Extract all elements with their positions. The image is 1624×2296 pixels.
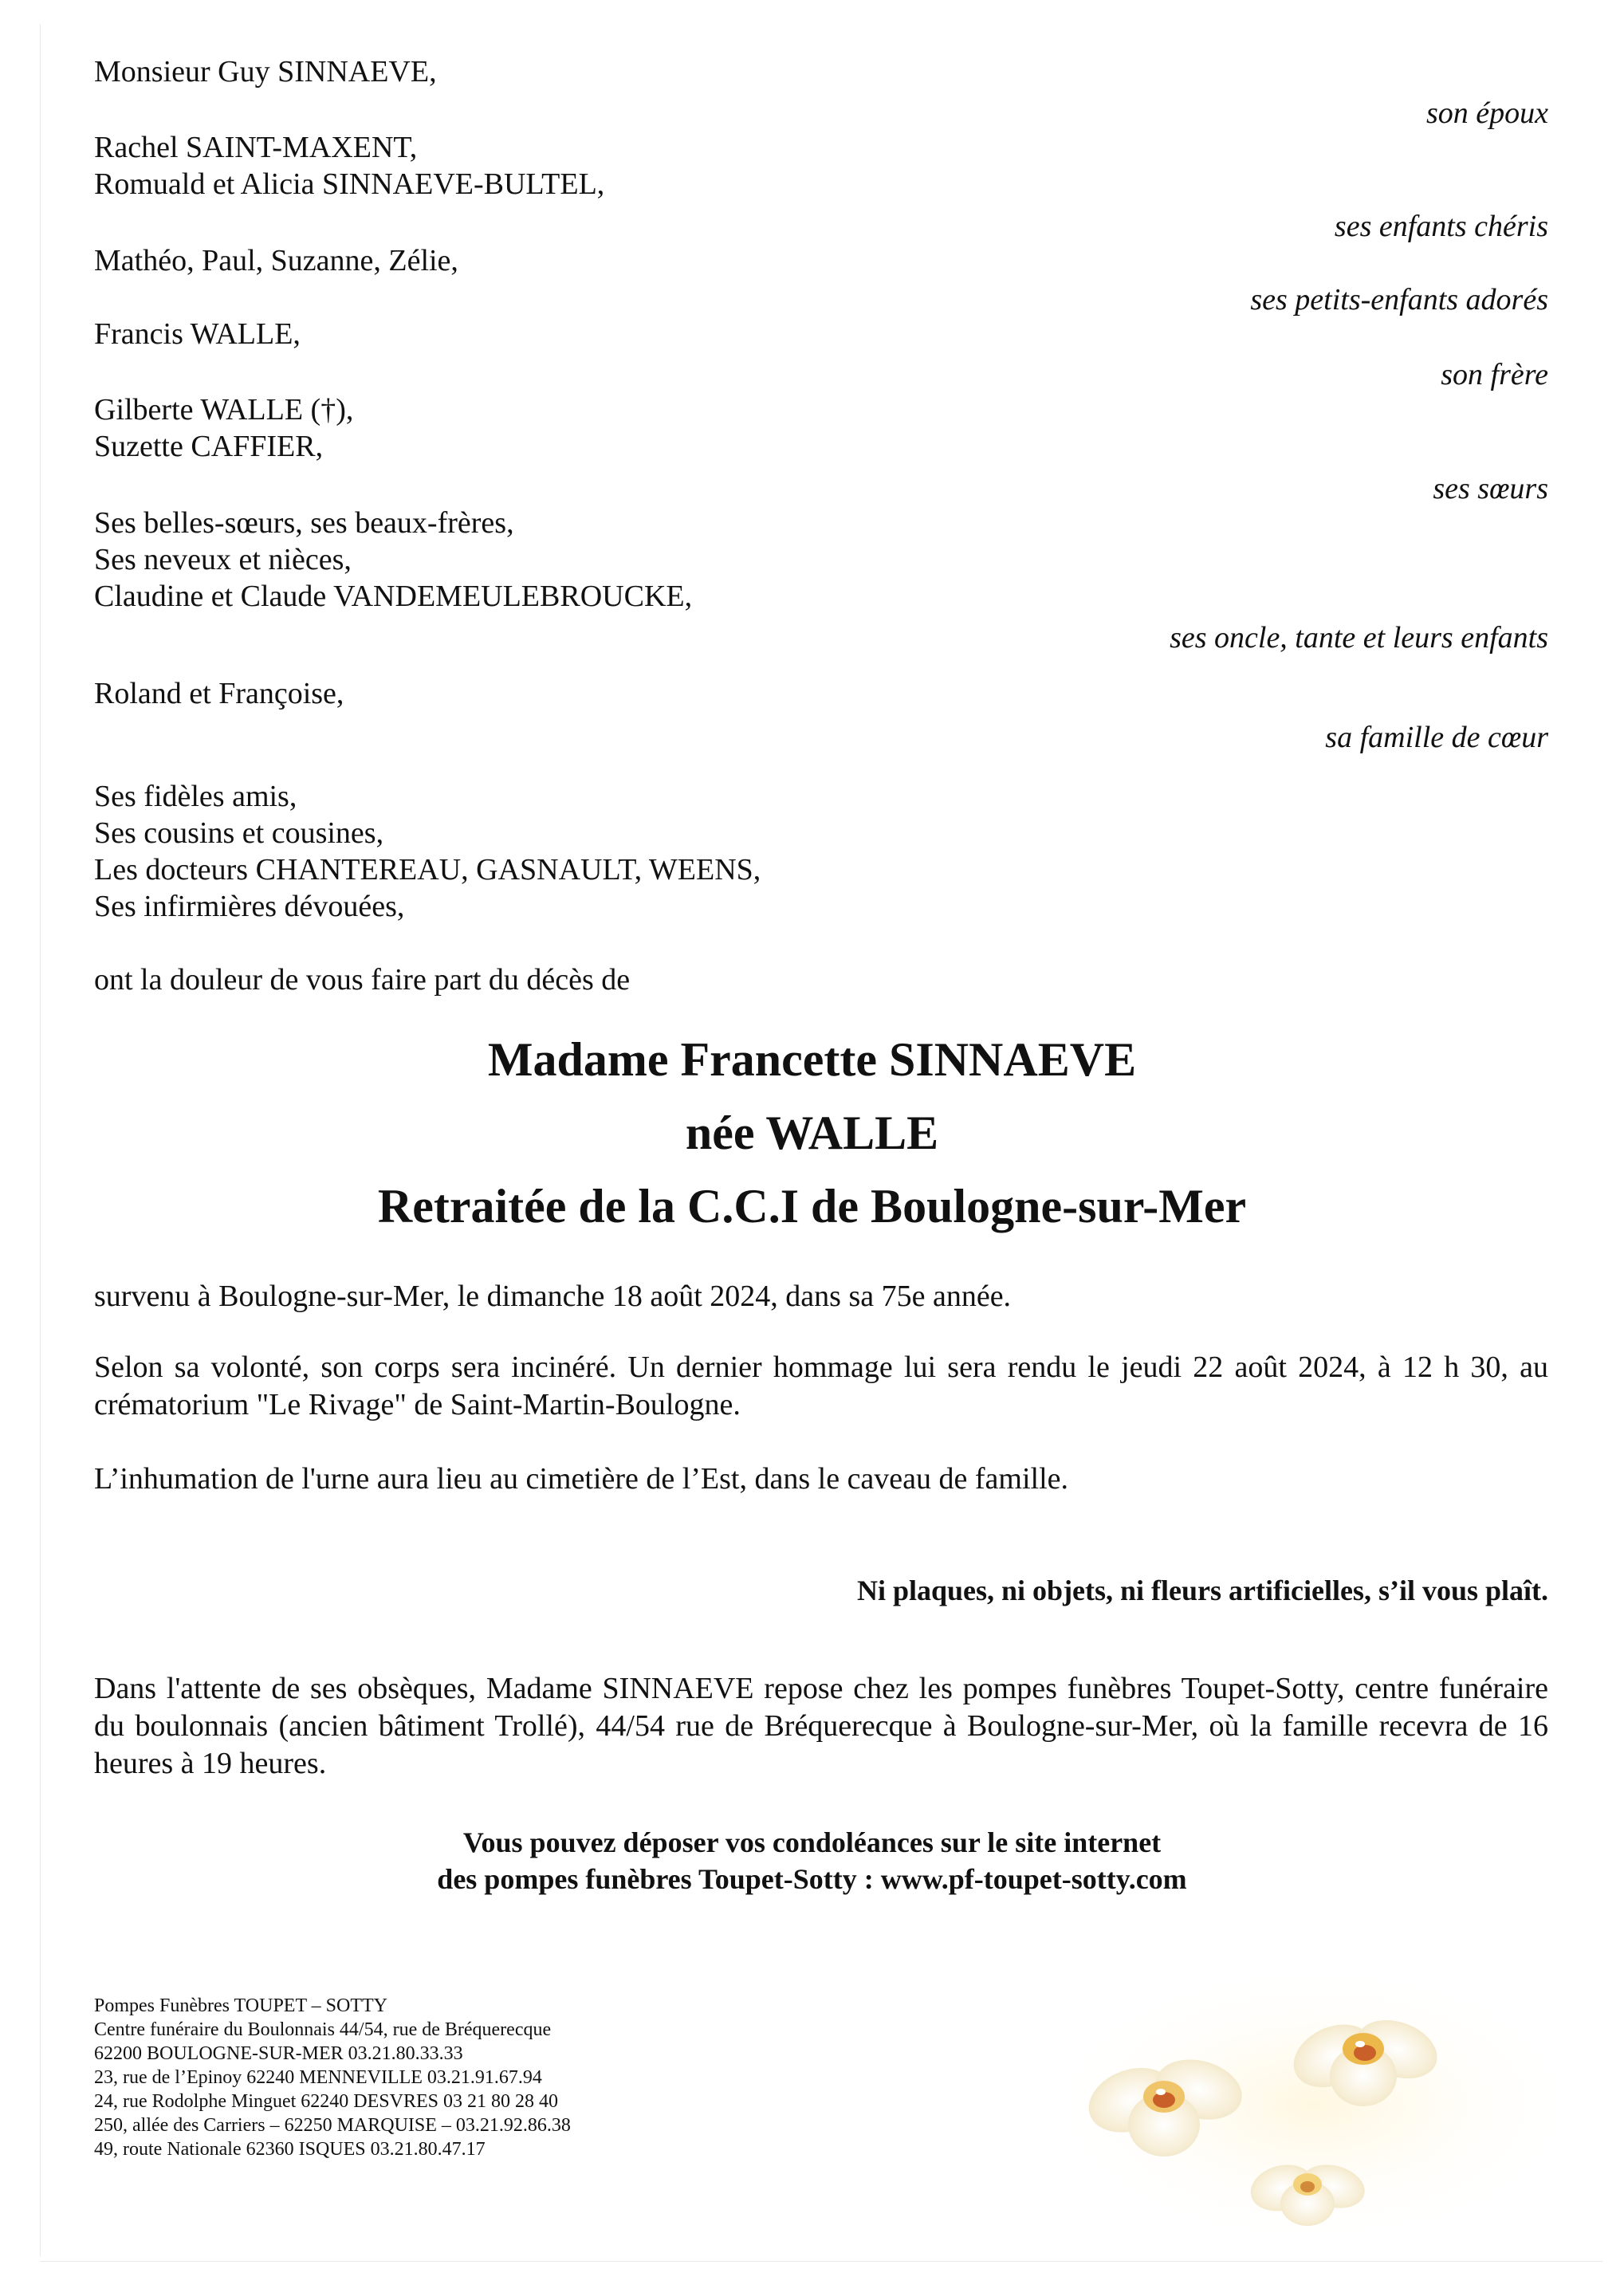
deceased-maiden-name: née WALLE bbox=[685, 1107, 939, 1159]
burial-details: L’inhumation de l'urne aura lieu au cimetière de l’Est, dans le caveau de famille. bbox=[94, 1462, 1069, 1496]
sisters-role: ses sœurs bbox=[1433, 472, 1548, 505]
footer-company: Pompes Funèbres TOUPET – SOTTY bbox=[94, 1995, 388, 2016]
brother-role: son frère bbox=[1441, 358, 1548, 391]
deceased-occupation: Retraitée de la C.C.I de Boulogne-sur-Mer bbox=[377, 1180, 1247, 1233]
husband-role: son époux bbox=[1425, 96, 1548, 130]
announcement-intro: ont la douleur de vous faire part du décès de bbox=[94, 963, 631, 997]
sister-name-2: Suzette CAFFIER, bbox=[94, 430, 324, 463]
death-notice: survenu à Boulogne-sur-Mer, le dimanche 18 août 2024, dans sa 75e année. bbox=[94, 1280, 1012, 1313]
children-role: ses enfants chéris bbox=[1334, 210, 1548, 243]
footer-address-1: Centre funéraire du Boulonnais 44/54, rue de Bréquerecque bbox=[94, 2019, 552, 2040]
heart-family-role: sa famille de cœur bbox=[1325, 721, 1548, 754]
flowers-request: Ni plaques, ni objets, ni fleurs artificielles, s’il vous plaît. bbox=[856, 1575, 1548, 1606]
brother-name: Francis WALLE, bbox=[94, 317, 301, 351]
deceased-name: Madame Francette SINNAEVE bbox=[487, 1033, 1137, 1086]
husband-name: Monsieur Guy SINNAEVE, bbox=[94, 55, 437, 88]
footer-address-5: 250, allée des Carriers – 62250 MARQUISE – 03.21.92.86.38 bbox=[94, 2115, 571, 2136]
child-name-1: Rachel SAINT-MAXENT, bbox=[94, 131, 418, 164]
others-line-4: Ses infirmières dévouées, bbox=[94, 890, 405, 923]
footer-address-2: 62200 BOULOGNE-SUR-MER 03.21.80.33.33 bbox=[94, 2043, 463, 2064]
footer-address-4: 24, rue Rodolphe Minguet 62240 DESVRES 03 21 80 28 40 bbox=[94, 2091, 558, 2112]
heart-family-names: Roland et Françoise, bbox=[94, 677, 344, 710]
grandchildren-names: Mathéo, Paul, Suzanne, Zélie, bbox=[94, 244, 458, 277]
others-line-2: Ses cousins et cousines, bbox=[94, 816, 384, 850]
condolences-line-2: des pompes funèbres Toupet-Sotty : www.pf-toupet-sotty.com bbox=[437, 1863, 1187, 1895]
others-line-1: Ses fidèles amis, bbox=[94, 780, 297, 813]
relatives-line-2: Ses neveux et nièces, bbox=[94, 543, 352, 576]
grandchildren-role: ses petits-enfants adorés bbox=[1250, 283, 1548, 316]
ceremony-details: Selon sa volonté, son corps sera incinéré. Un dernier hommage lui sera rendu le jeudi 22 août 2024, à 12 h 30, au crématorium "Le Rivage" de Saint-Martin-Boulogne. bbox=[94, 1350, 1548, 1421]
child-name-2: Romuald et Alicia SINNAEVE-BULTEL, bbox=[94, 167, 605, 201]
orchid-flowers-illustration bbox=[1044, 1961, 1587, 2248]
condolences-line-1: Vous pouvez déposer vos condoléances sur le site internet bbox=[462, 1826, 1162, 1858]
others-line-3: Les docteurs CHANTEREAU, GASNAULT, WEENS, bbox=[94, 853, 761, 887]
relatives-role: ses oncle, tante et leurs enfants bbox=[1170, 621, 1548, 655]
visitation-details: Dans l'attente de ses obsèques, Madame SINNAEVE repose chez les pompes funèbres Toupet-Sotty, centre funéraire du boulonnais (ancien bâtiment Trollé), 44/54 rue de Bréquerecque à Boulogne-sur-Mer, où la famille recevra de 16 heures à 19 heures. bbox=[94, 1672, 1548, 1780]
page-border-bottom bbox=[40, 2261, 1602, 2262]
footer-address-3: 23, rue de l’Epinoy 62240 MENNEVILLE 03.21.91.67.94 bbox=[94, 2067, 542, 2088]
footer-address-6: 49, route Nationale 62360 ISQUES 03.21.80.47.17 bbox=[94, 2139, 486, 2160]
sister-name-1: Gilberte WALLE (†), bbox=[94, 393, 354, 427]
relatives-line-3: Claudine et Claude VANDEMEULEBROUCKE, bbox=[94, 580, 693, 613]
relatives-line-1: Ses belles-sœurs, ses beaux-frères, bbox=[94, 506, 514, 540]
